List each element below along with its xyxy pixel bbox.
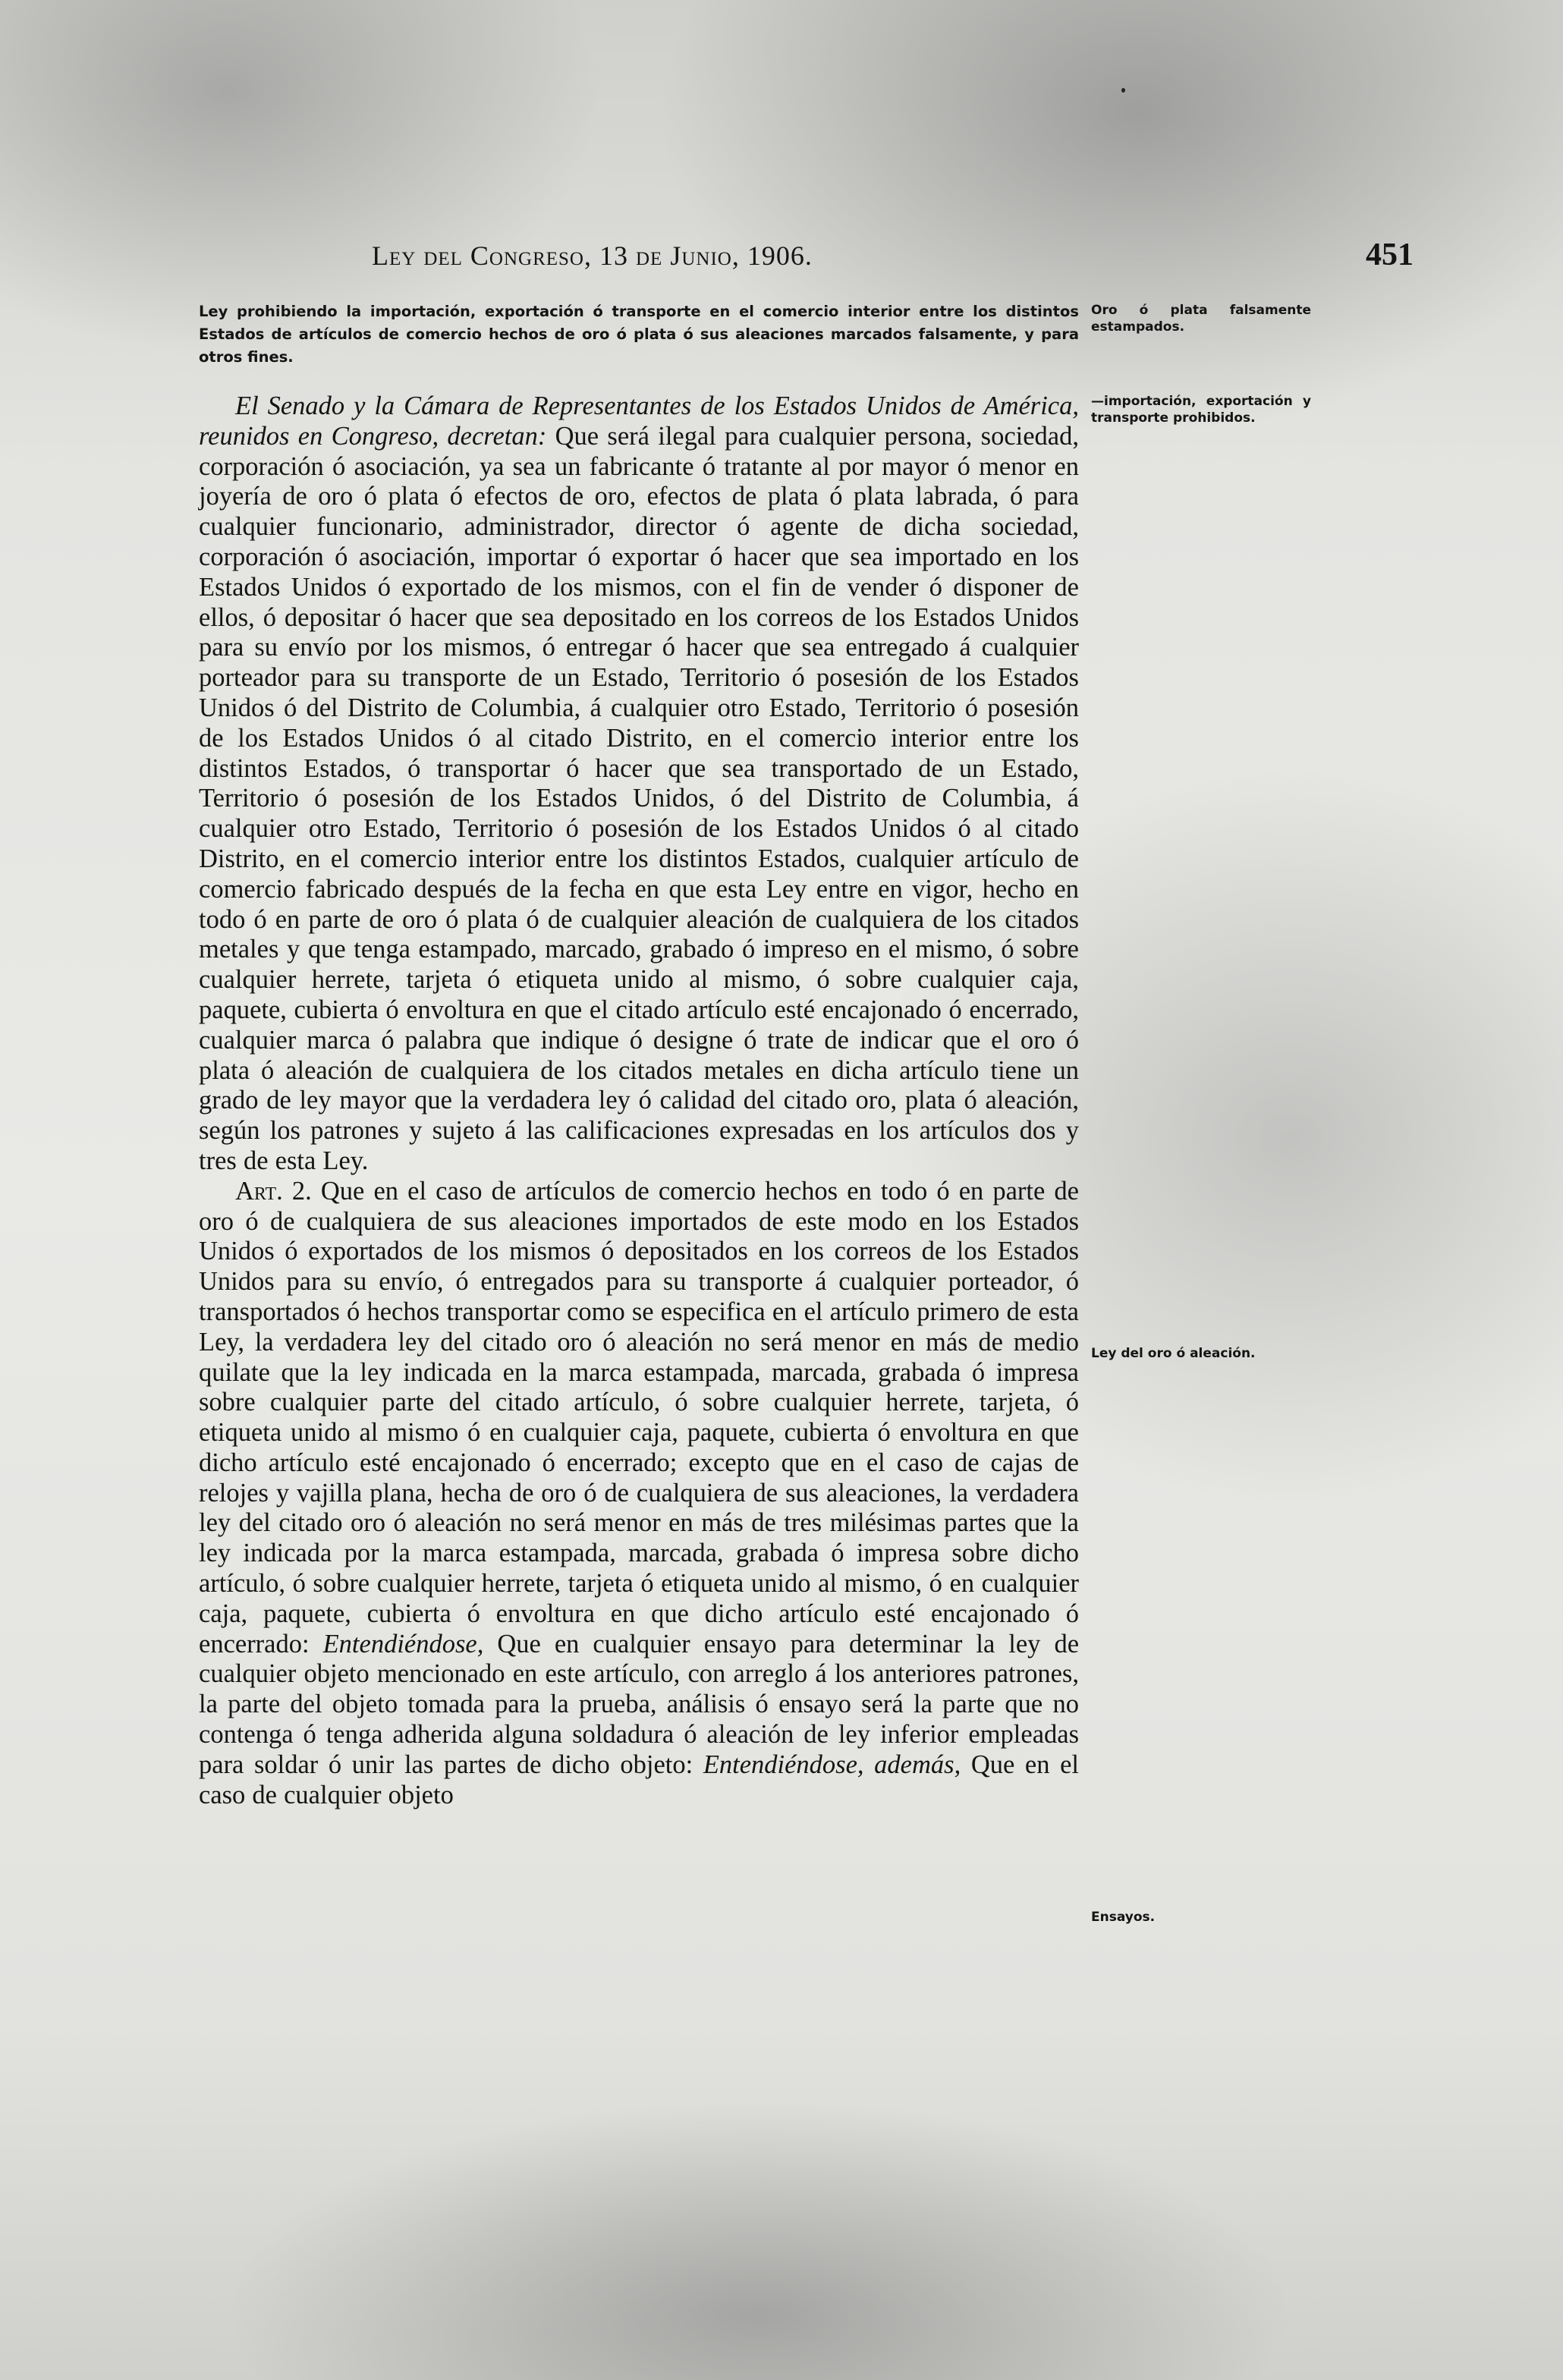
section-1-paragraph bbox=[199, 391, 1079, 1177]
margin-note-falsely-stamped: Oro ó plata falsamente estampados. bbox=[1091, 303, 1311, 335]
art-2-text: Que en el caso de artículos de comercio hechos en todo ó en parte de oro ó de cualquiera de sus aleaciones importados de este modo en los Estados Unidos ó exportados de los mismos ó depositados en los correos de los Estados Unidos para su envío, ó entregados para su transporte á cualquier porteador, ó transportados ó hechos transportar como se especifica en el artículo primero de esta Ley, la verdadera ley del citado oro ó aleación no será menor en más de medio quilate que la ley indicada en la marca estampada, marcada, grabada ó impresa sobre cualquier parte del citado artículo, ó sobre cualquier herrete, tarjeta, ó etiqueta unido al mismo ó en cualquier caja, paquete, cubierta ó envoltura en que dicho artículo esté encajonado ó encerrado; excepto que en el caso de cajas de relojes y vajilla plana, hecha de oro ó de cualquiera de sus aleaciones, la verdadera ley del citado oro ó aleación no será menor en más de tres milésimas partes que la ley indicada por la marca estampada, marcada, grabada ó impresa sobre dicho artículo, ó sobre cualquier herrete, tarjeta ó etiqueta unido al mismo, ó en cualquier caja, paquete, cubierta ó envoltura en que dicho artículo esté encajonado ó encerrado: bbox=[199, 1176, 1079, 1658]
enacting-clause: El Senado y la Cámara de Representantes de los Estados Unidos de América, reunidos en Congreso, decretan: bbox=[199, 391, 1079, 451]
running-head-date: 13 de Junio, 1906. bbox=[599, 241, 813, 271]
margin-note-fineness: Ley del oro ó aleación. bbox=[1091, 1346, 1256, 1361]
section-1-text: Que será ilegal para cualquier persona, sociedad, corporación ó asociación, ya sea un fabricante ó tratante al por mayor ó menor en joyería de oro ó plata ó efectos de oro, efectos de plata ó plata labrada, ó para cualquier funcionario, administrador, director ó agente de dicha sociedad, corporación ó asociación, importar ó exportar ó hacer que sea importado en los Estados Unidos ó exportado de los mismos, con el fin de vender ó disponer de ellos, ó depositar ó hacer que sea depositado en los correos de los Estados Unidos para su envío por los mismos, ó entregar ó hacer que sea entregado á cualquier porteador para su transporte de un Estado, Territorio ó posesión de los Estados Unidos ó del Distrito de Columbia, á cualquier otro Estado, Territorio ó posesión de los Estados Unidos ó al citado Distrito, en el comercio interior entre los distintos Estados, ó transportar ó hacer que sea transportado de un Estado, Territorio ó posesión de los Estados Unidos, ó del Distrito de Columbia, á cualquier otro Estado, Territorio ó posesión de los Estados Unidos ó al citado Distrito, en el comercio interior entre los distintos Estados, cualquier artículo de comercio fabricado después de la fecha en que esta Ley entre en vigor, hecho en todo ó en parte de oro ó plata ó de cualquier aleación de cualquiera de los citados metales y que tenga estampado, marcado, grabado ó impreso en el mismo, ó sobre cualquier herrete, tarjeta ó etiqueta unido al mismo, ó sobre cualquier caja, paquete, cubierta ó envoltura en que el citado artículo esté encajonado ó encerrado, cualquier marca ó palabra que indique ó designe ó trate de indicar que el oro ó plata ó aleación de cualquiera de los citados metales en dicha artículo tiene un grado de ley mayor que la verdadera ley ó calidad del citado oro, plata ó aleación, según los patrones y sujeto á las calificaciones expresadas en los artículos dos y tres de esta Ley. bbox=[199, 421, 1079, 1175]
act-title: Ley prohibiendo la importación, exportación ó transporte en el comercio interior entre los distintos Estados de artículos de comercio hechos de oro ó plata ó sus aleaciones marcados falsamente, y para otros fines. bbox=[199, 303, 1079, 366]
proviso-1-label: Entendiéndose, bbox=[322, 1629, 484, 1658]
running-head-prefix: Ley del Congreso, bbox=[372, 241, 599, 271]
proviso-1-text: Que en cualquier ensayo para determinar la ley de cualquier objeto mencionado en este artículo, con arreglo á los anteriores patrones, la parte del objeto tomada para la prueba, análisis ó ensayo será la parte que no contenga ó tenga adherida alguna soldadura ó aleación de ley inferior empleadas para soldar ó unir las partes de dicho objeto: bbox=[199, 1629, 1080, 1779]
proviso-2-text: Que en el caso de cualquier objeto bbox=[199, 1750, 1080, 1809]
running-head bbox=[372, 240, 813, 272]
margin-note-prohibited: —importación, exportación y transporte prohibidos. bbox=[1091, 394, 1311, 426]
margin-note-assays: Ensayos. bbox=[1091, 1910, 1156, 1925]
ink-speck bbox=[1121, 88, 1125, 93]
proviso-2-label: Entendiéndose, además, bbox=[703, 1750, 961, 1779]
art-2-label: Art. 2. bbox=[235, 1176, 312, 1206]
page-number: 451 bbox=[1366, 237, 1414, 272]
section-2-paragraph bbox=[199, 1177, 1079, 1811]
body-text bbox=[199, 391, 1079, 1810]
